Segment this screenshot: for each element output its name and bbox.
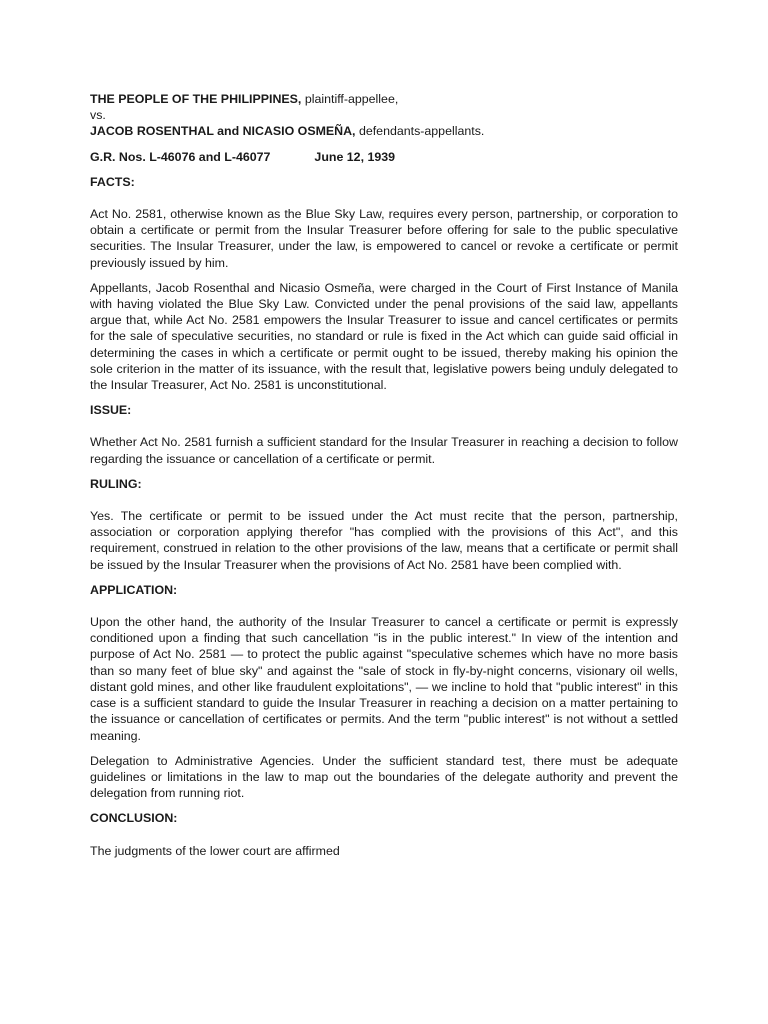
case-party-plaintiff bbox=[90, 91, 678, 107]
ruling-paragraph: Yes. The certificate or permit to be issued under the Act must recite that the person, partnership, association or corporation applying therefor "has complied with the provisions of this Act", and this requirement, construed in relation to the other provisions of the law, means that a certificate or permit shall be issued by the Insular Treasurer when the provisions of Act No. 2581 have been complied with. bbox=[90, 509, 678, 572]
conclusion-heading: CONCLUSION: bbox=[90, 811, 178, 826]
case-reference-line bbox=[90, 149, 678, 165]
document-page bbox=[90, 91, 678, 859]
application-paragraph-2: Delegation to Administrative Agencies. Under the sufficient standard test, there must be adequate guidelines or limitations in the law to map out the boundaries of the delegate authority and prevent the delegation from running riot. bbox=[90, 753, 678, 801]
ruling-heading: RULING: bbox=[90, 476, 142, 491]
case-versus: vs. bbox=[90, 108, 106, 123]
application-heading: APPLICATION: bbox=[90, 582, 178, 597]
issue-heading: ISSUE: bbox=[90, 403, 132, 418]
facts-paragraph-2: Appellants, Jacob Rosenthal and Nicasio Osmeña, were charged in the Court of First Instance of Manila with having violated the Blue Sky Law. Convicted under the penal provisions of the said law, appellants argue that, while Act No. 2581 empowers the Insular Treasurer to issue and cancel certificates or permits for the sale of speculative securities, no standard or rule is fixed in the Act which can guide said official in determining the cases in which a certificate or permit ought to be issued, thereby making his opinion the sole criterion in the matter of its issuance, with the result that, legislative powers being unduly delegated to the Insular Treasurer, Act No. 2581 is unconstitutional. bbox=[90, 280, 678, 393]
conclusion-paragraph: The judgments of the lower court are affirmed bbox=[90, 843, 340, 858]
case-party-defendants bbox=[90, 123, 678, 139]
gr-numbers: G.R. Nos. L-46076 and L-46077 bbox=[90, 149, 271, 164]
facts-heading: FACTS: bbox=[90, 174, 135, 189]
plaintiff-role: plaintiff-appellee, bbox=[301, 92, 399, 106]
issue-paragraph: Whether Act No. 2581 furnish a sufficient standard for the Insular Treasurer in reaching a decision to follow regarding the issuance or cancellation of a certificate or permit. bbox=[90, 435, 678, 466]
defendants-name: JACOB ROSENTHAL and NICASIO OSMEÑA, bbox=[90, 124, 356, 139]
plaintiff-name: THE PEOPLE OF THE PHILIPPINES, bbox=[90, 92, 302, 106]
facts-paragraph-1: Act No. 2581, otherwise known as the Blue Sky Law, requires every person, partnership, or corporation to obtain a certificate or permit from the Insular Treasurer before offering for sale to the public speculative securities. The Insular Treasurer, under the law, is empowered to cancel or revoke a certificate or permit previously issued by him. bbox=[90, 207, 678, 270]
defendants-role: defendants-appellants. bbox=[355, 124, 485, 139]
application-paragraph-1: Upon the other hand, the authority of the Insular Treasurer to cancel a certificate or permit is expressly conditioned upon a finding that such cancellation "is in the public interest." In view of the intention and purpose of Act No. 2581 — to protect the public against "speculative schemes which have no more basis than so many feet of blue sky" and against the "sale of stock in fly-by-night concerns, visionary oil wells, distant gold mines, and other like fraudulent exploitations", — we incline to hold that "public interest" in this case is a sufficient standard to guide the Insular Treasurer in reaching a decision on a matter pertaining to the issuance or cancellation of certificates or permits. And the term "public interest" is not without a settled meaning. bbox=[90, 615, 678, 743]
decision-date: June 12, 1939 bbox=[314, 149, 396, 164]
